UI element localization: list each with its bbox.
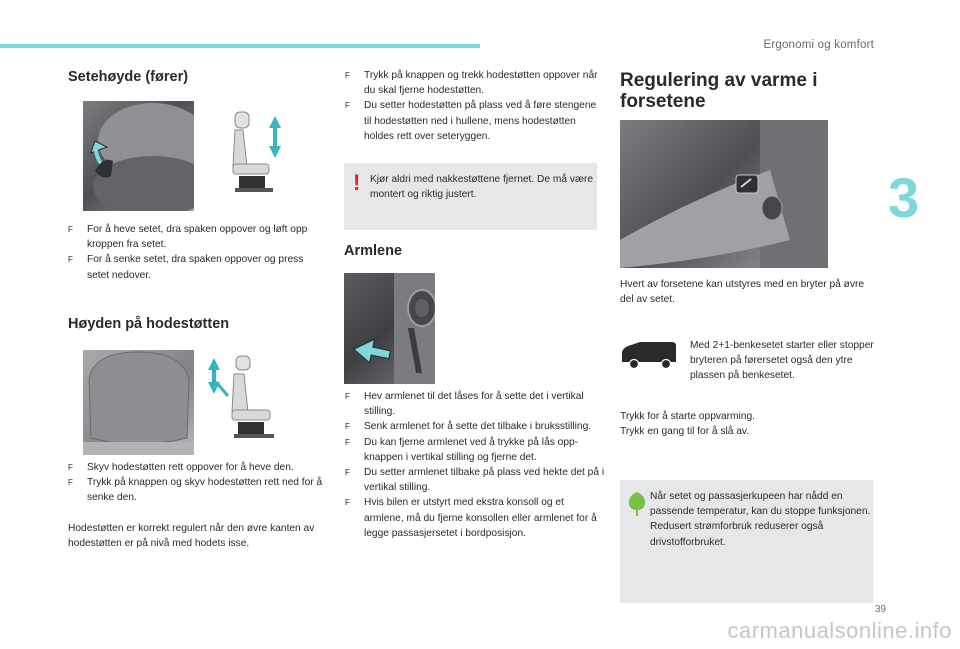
heating-instructions xyxy=(620,409,875,439)
van-icon xyxy=(620,340,678,370)
headrest-note: Hodestøtten er korrekt regulert når den øvre kanten av hodestøtten er på nivå med hodets isse. xyxy=(68,523,315,550)
list-item: F Trykk på knappen og skyv hodestøtten rett ned for å senke den. xyxy=(68,477,323,504)
seat-height-title: Setehøyde (fører) xyxy=(68,69,189,85)
list-item: F For å heve setet, dra spaken oppover og løft opp kroppen fra setet. xyxy=(68,224,308,251)
header-accent-bar xyxy=(0,44,480,48)
warning-text: Kjør aldri med nakkestøttene fjernet. De må være montert og riktig justert. xyxy=(370,174,594,201)
list-item: F Hvis bilen er utstyrt med ekstra konsoll og et armlene, må du fjerne konsollen eller armlenet for å legge passasjersetet i bordposisjon. xyxy=(345,497,597,539)
eco-tip-text: Når setet og passasjerkupeen har nådd en passende temperatur, kan du stoppe funksjonen. Redusert strømforbruk reduserer også drivstofforbruket. xyxy=(650,491,871,548)
bullet-glyph: F xyxy=(345,437,350,447)
warning-box xyxy=(344,163,597,230)
bullet-glyph: F xyxy=(345,498,350,508)
list-item: F Senk armlenet for å sette det tilbake i bruksstilling. xyxy=(345,419,605,434)
headrest-diagram xyxy=(200,352,278,444)
list-item: F Trykk på knappen og trekk hodestøtten oppover når du skal fjerne hodestøtten. xyxy=(345,70,598,97)
eco-leaf-icon xyxy=(626,490,648,516)
section-title: Ergonomi og komfort xyxy=(763,39,874,51)
headrest-drawing xyxy=(83,350,194,455)
bullet-glyph: F xyxy=(345,468,350,478)
warning-icon: ! xyxy=(353,170,361,195)
heating-intro: Hvert av forsetene kan utstyres med en bryter på øvre del av setet. xyxy=(620,279,865,306)
bullet-glyph: F xyxy=(345,101,350,111)
seat-height-list xyxy=(68,222,328,283)
headrest-removal-list xyxy=(345,68,605,144)
list-item: F Skyv hodestøtten rett oppover for å heve den. xyxy=(68,460,328,475)
van-note: Med 2+1-benkesetet starter eller stopper bryteren på førersetet også den ytre plassen på benkesetet. xyxy=(690,340,874,382)
eco-tip-box xyxy=(620,480,873,603)
list-item: F Du setter armlenet tilbake på plass ved hekte det på i vertikal stilling. xyxy=(345,467,605,494)
chapter-number: 3 xyxy=(888,166,920,229)
armrest-title: Armlene xyxy=(344,243,403,259)
headrest-list xyxy=(68,460,328,506)
seat-lever-drawing xyxy=(83,101,194,211)
watermark: carmanualsonline.info xyxy=(727,618,952,643)
bullet-glyph: F xyxy=(68,478,73,488)
page-number: 39 xyxy=(875,604,887,615)
bullet-glyph: F xyxy=(345,392,350,401)
seat-lever-photo xyxy=(83,101,194,211)
list-item: F Du kan fjerne armlenet ved å trykke på lås opp-knappen i vertikal stilling og fjerne det. xyxy=(345,436,579,463)
armrest-photo xyxy=(344,273,435,384)
bullet-glyph: F xyxy=(345,422,350,432)
bullet-glyph: F xyxy=(68,255,73,265)
bullet-glyph: F xyxy=(345,71,350,80)
armrest-list xyxy=(345,389,605,541)
instruction-line: Trykk for å starte oppvarming. xyxy=(620,411,755,422)
seat-heating-photo xyxy=(620,120,828,268)
headrest-photo xyxy=(83,350,194,455)
heating-switch-drawing xyxy=(620,120,828,268)
bullet-glyph: F xyxy=(68,463,73,472)
list-item: F Du setter hodestøtten på plass ved å føre stengene til hodestøtten ned i hullene, mens hodestøtten holdes rett over seteryggen. xyxy=(345,100,597,142)
seat-heating-title: Regulering av varme i forsetene xyxy=(620,70,818,112)
instruction-line: Trykk en gang til for å slå av. xyxy=(620,426,750,438)
seat-height-diagram xyxy=(225,108,287,198)
list-item: F Hev armlenet til det låses for å sette det i vertikal stilling. xyxy=(345,391,584,418)
bullet-glyph: F xyxy=(68,225,73,234)
armrest-drawing xyxy=(344,273,435,384)
headrest-title: Høyden på hodestøtten xyxy=(68,316,230,332)
list-item: F For å senke setet, dra spaken oppover og press setet nedover. xyxy=(68,254,304,281)
